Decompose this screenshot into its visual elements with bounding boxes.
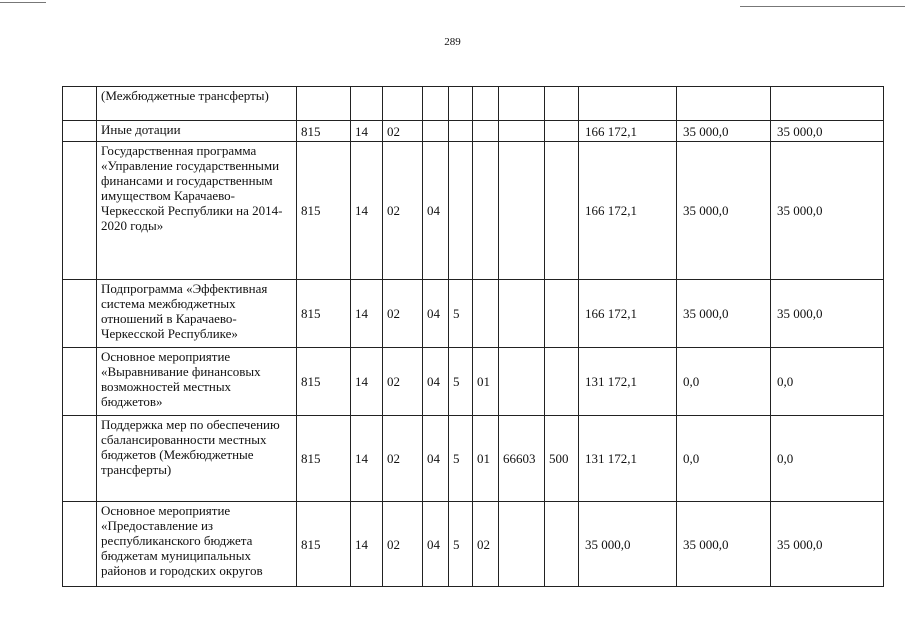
amount-1-cell	[579, 87, 677, 121]
expense-type-cell	[545, 502, 579, 587]
subprogram-cell: 5	[449, 416, 473, 502]
table-row	[63, 121, 884, 142]
event-cell	[473, 87, 499, 121]
event-cell	[473, 280, 499, 348]
event-cell: 01	[473, 416, 499, 502]
section-cell: 14	[351, 348, 383, 416]
amount-2-cell: 35 000,0	[677, 142, 771, 280]
code-cell: 815	[297, 121, 351, 142]
subsection-cell: 02	[383, 348, 423, 416]
row-name-cell: Основное мероприятие «Предоставление из республиканского бюджета бюджетам муниципальных районов и городских округов	[97, 502, 297, 587]
amount-2-cell: 35 000,0	[677, 502, 771, 587]
program-cell: 04	[423, 142, 449, 280]
table-row	[63, 502, 884, 587]
amount-3-cell: 35 000,0	[771, 280, 884, 348]
row-name-cell: Поддержка мер по обеспечению сбалансированности местных бюджетов (Межбюджетные трансферты)	[97, 416, 297, 502]
row-name-cell: Иные дотации	[97, 121, 297, 142]
subprogram-cell: 5	[449, 280, 473, 348]
table-row	[63, 142, 884, 280]
event-cell: 01	[473, 348, 499, 416]
code-cell: 815	[297, 416, 351, 502]
direction-cell	[499, 502, 545, 587]
code-cell: 815	[297, 280, 351, 348]
expense-type-cell	[545, 87, 579, 121]
expense-type-cell	[545, 280, 579, 348]
direction-cell	[499, 280, 545, 348]
expense-type-cell	[545, 121, 579, 142]
row-name-cell: Подпрограмма «Эффективная система межбюджетных отношений в Карачаево-Черкесской Республике»	[97, 280, 297, 348]
section-cell: 14	[351, 121, 383, 142]
subsection-cell: 02	[383, 502, 423, 587]
event-cell	[473, 121, 499, 142]
row-number-cell	[63, 121, 97, 142]
section-cell: 14	[351, 142, 383, 280]
section-cell: 14	[351, 502, 383, 587]
amount-3-cell: 0,0	[771, 348, 884, 416]
table-row	[63, 280, 884, 348]
subprogram-cell	[449, 142, 473, 280]
direction-cell	[499, 121, 545, 142]
amount-1-cell: 35 000,0	[579, 502, 677, 587]
program-cell: 04	[423, 416, 449, 502]
program-cell: 04	[423, 348, 449, 416]
table-row	[63, 416, 884, 502]
amount-2-cell: 35 000,0	[677, 121, 771, 142]
subsection-cell: 02	[383, 142, 423, 280]
amount-1-cell: 131 172,1	[579, 348, 677, 416]
event-cell	[473, 142, 499, 280]
row-name-cell: (Межбюджетные трансферты)	[97, 87, 297, 121]
code-cell: 815	[297, 348, 351, 416]
amount-1-cell: 166 172,1	[579, 280, 677, 348]
table-row	[63, 87, 884, 121]
amount-1-cell: 166 172,1	[579, 142, 677, 280]
row-number-cell	[63, 502, 97, 587]
table-row	[63, 348, 884, 416]
amount-3-cell: 35 000,0	[771, 142, 884, 280]
direction-cell	[499, 348, 545, 416]
amount-1-cell: 131 172,1	[579, 416, 677, 502]
amount-2-cell: 0,0	[677, 348, 771, 416]
table-body	[63, 87, 884, 587]
event-cell: 02	[473, 502, 499, 587]
amount-3-cell: 35 000,0	[771, 121, 884, 142]
row-number-cell	[63, 348, 97, 416]
program-cell	[423, 121, 449, 142]
subsection-cell: 02	[383, 280, 423, 348]
expense-type-cell	[545, 348, 579, 416]
page-number: 289	[444, 36, 461, 48]
row-number-cell	[63, 142, 97, 280]
row-number-cell	[63, 87, 97, 121]
scan-edge-line-right	[740, 6, 905, 7]
subsection-cell	[383, 87, 423, 121]
direction-cell	[499, 142, 545, 280]
subprogram-cell: 5	[449, 348, 473, 416]
expense-type-cell	[545, 142, 579, 280]
direction-cell	[499, 87, 545, 121]
subprogram-cell	[449, 121, 473, 142]
budget-table	[62, 86, 884, 587]
subprogram-cell: 5	[449, 502, 473, 587]
amount-2-cell: 35 000,0	[677, 280, 771, 348]
amount-2-cell: 0,0	[677, 416, 771, 502]
amount-2-cell	[677, 87, 771, 121]
amount-3-cell	[771, 87, 884, 121]
row-number-cell	[63, 416, 97, 502]
amount-3-cell: 35 000,0	[771, 502, 884, 587]
code-cell	[297, 87, 351, 121]
code-cell: 815	[297, 142, 351, 280]
subprogram-cell	[449, 87, 473, 121]
amount-1-cell: 166 172,1	[579, 121, 677, 142]
program-cell	[423, 87, 449, 121]
section-cell: 14	[351, 280, 383, 348]
expense-type-cell: 500	[545, 416, 579, 502]
amount-3-cell: 0,0	[771, 416, 884, 502]
row-name-cell: Государственная программа «Управление государственными финансами и государственным имуществом Карачаево-Черкесской Республики на 2014-2020 годы»	[97, 142, 297, 280]
program-cell: 04	[423, 502, 449, 587]
scan-edge-line-left	[0, 2, 46, 3]
row-name-cell: Основное мероприятие «Выравнивание финансовых возможностей местных бюджетов»	[97, 348, 297, 416]
section-cell: 14	[351, 416, 383, 502]
section-cell	[351, 87, 383, 121]
row-number-cell	[63, 280, 97, 348]
code-cell: 815	[297, 502, 351, 587]
direction-cell: 66603	[499, 416, 545, 502]
subsection-cell: 02	[383, 121, 423, 142]
subsection-cell: 02	[383, 416, 423, 502]
program-cell: 04	[423, 280, 449, 348]
